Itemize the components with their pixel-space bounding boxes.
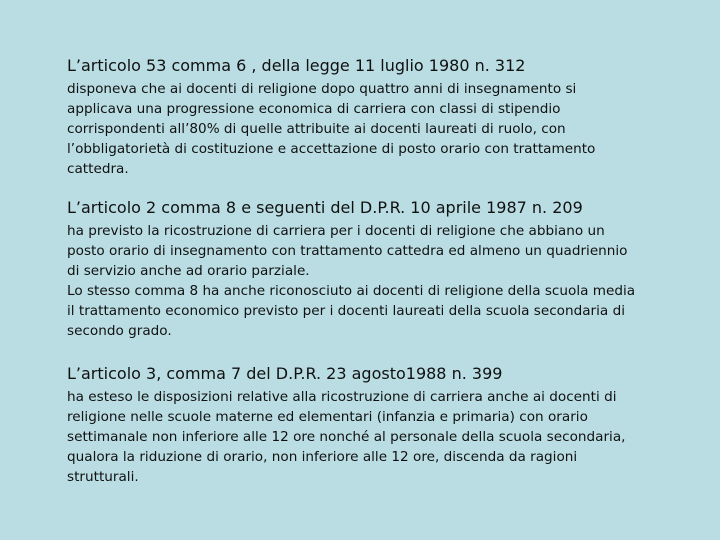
section-heading: L’articolo 53 comma 6 , della legge 11 luglio 1980 n. 312 [67, 56, 526, 75]
section-paragraph: ha esteso le disposizioni relative alla ricostruzione di carriera anche ai docenti di religione nelle scuole materne ed elementari (infanzia e primaria) con orario settimanale non inferiore alle 12 ore nonché al personale della scuola secondaria, qualora la riduzione di orario, non inferiore alle 12 ore, discenda da ragioni strutturali. [67, 389, 626, 485]
section-dpr-1988 [67, 363, 679, 487]
section-paragraph: Lo stesso comma 8 ha anche riconosciuto ai docenti di religione della scuola media il trattamento economico previsto per i docenti laureati della scuola secondaria di secondo grado. [67, 283, 636, 339]
section-legge-1980 [67, 55, 679, 179]
section-heading: L’articolo 2 comma 8 e seguenti del D.P.R. 10 aprile 1987 n. 209 [67, 198, 583, 217]
section-paragraph: disponeva che ai docenti di religione dopo quattro anni di insegnamento si applicava una progressione economica di carriera con classi di stipendio corrispondenti all’80% di quelle attribuite ai docenti laureati di ruolo, con l’obbligatorietà di costituzione e accettazione di posto orario con trattamento cattedra. [67, 81, 596, 177]
section-heading: L’articolo 3, comma 7 del D.P.R. 23 agosto1988 n. 399 [67, 364, 503, 383]
section-dpr-1987 [67, 197, 679, 341]
section-paragraph: ha previsto la ricostruzione di carriera per i docenti di religione che abbiano un posto orario di insegnamento con trattamento cattedra ed almeno un quadriennio di servizio anche ad orario parziale. [67, 223, 628, 279]
